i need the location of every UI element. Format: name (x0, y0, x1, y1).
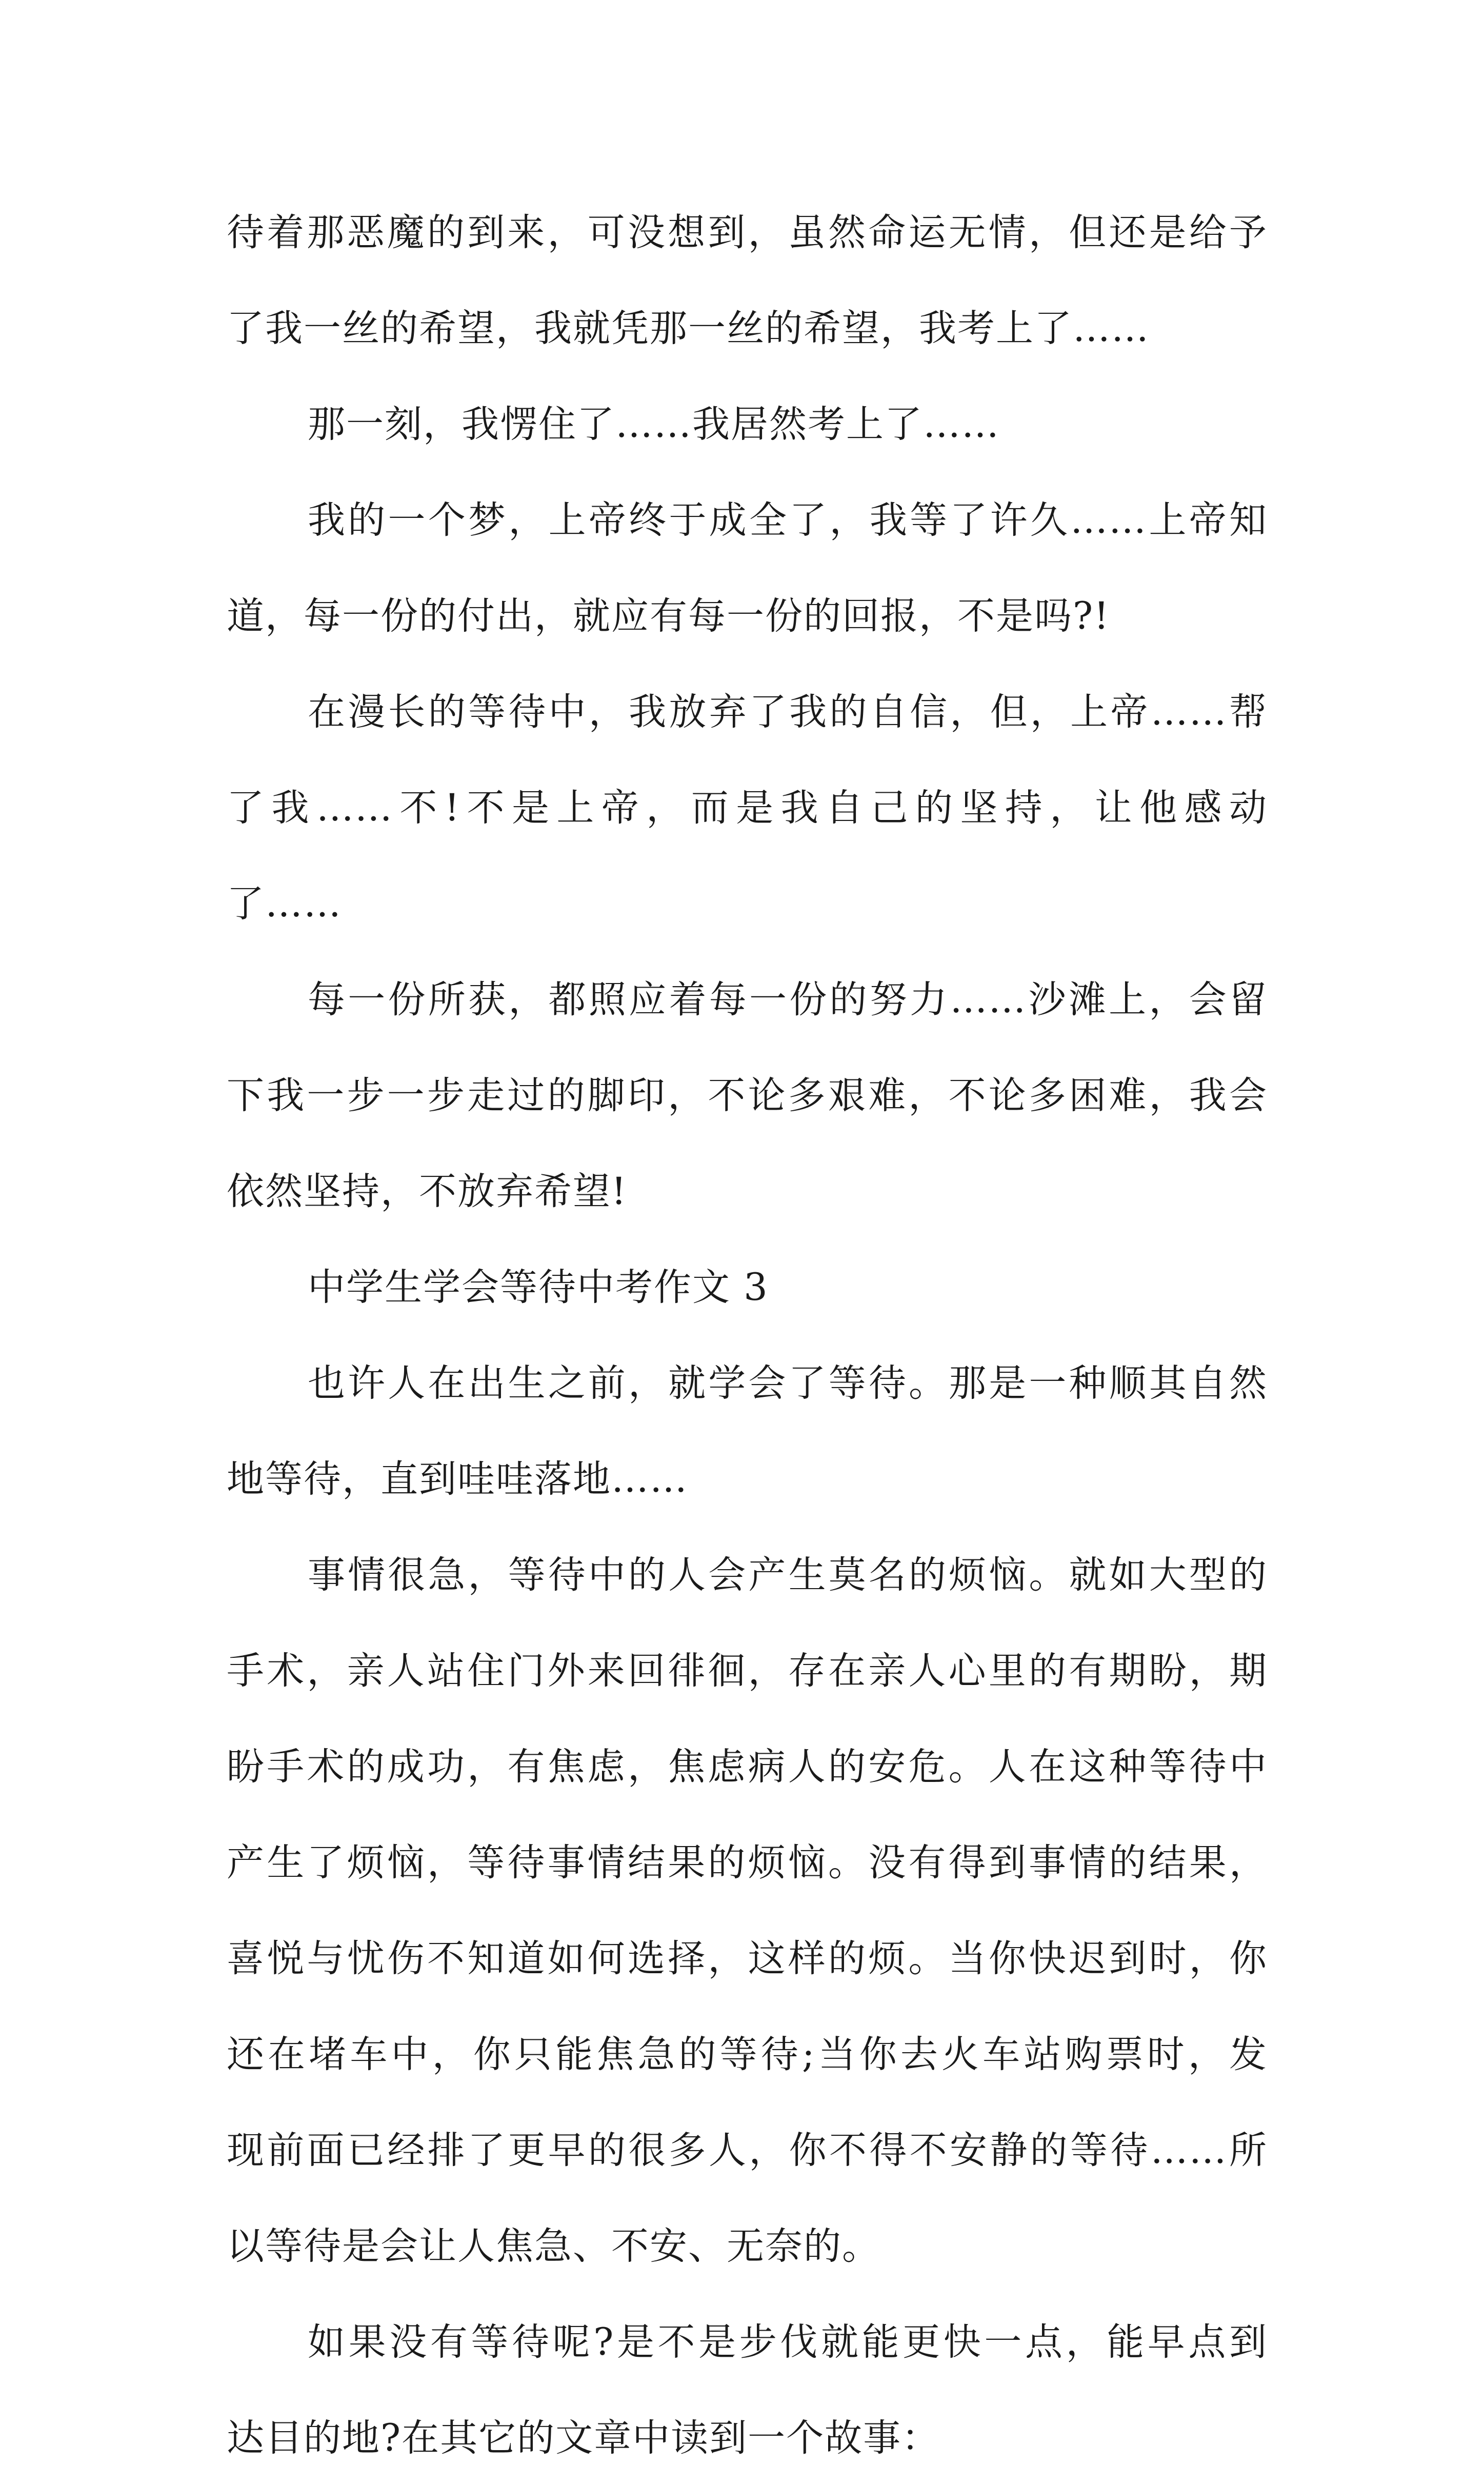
text-line: 了我一丝的希望，我就凭那一丝的希望，我考上了…… (227, 307, 1150, 350)
text-line: 喜悦与忧伤不知道如何选择，这样的烦。当你快迟到时，你 (227, 1937, 1268, 1980)
text-line: 了…… (227, 882, 342, 926)
text-line: 道，每一份的付出，就应有每一份的回报，不是吗?! (227, 594, 1110, 638)
text-line: 了我……不!不是上帝，而是我自己的坚持，让他感动 (227, 786, 1268, 830)
text-line: 现前面已经排了更早的很多人，你不得不安静的等待……所 (227, 2129, 1268, 2172)
text-line: 手术，亲人站住门外来回徘徊，存在亲人心里的有期盼，期 (227, 1649, 1268, 1693)
text-line: 每一份所获，都照应着每一份的努力……沙滩上，会留 (308, 978, 1268, 1021)
text-line: 在漫长的等待中，我放弃了我的自信，但，上帝……帮 (308, 690, 1268, 734)
text-line: 地等待，直到哇哇落地…… (227, 1457, 688, 1501)
text-line: 产生了烦恼，等待事情结果的烦恼。没有得到事情的结果， (227, 1841, 1268, 1884)
text-line: 如果没有等待呢?是不是步伐就能更快一点，能早点到 (308, 2320, 1268, 2364)
text-line: 以等待是会让人焦急、不安、无奈的。 (227, 2224, 880, 2268)
text-line: 我的一个梦，上帝终于成全了，我等了许久……上帝知 (308, 498, 1268, 542)
text-line: 盼手术的成功，有焦虑，焦虑病人的安危。人在这种等待中 (227, 1745, 1268, 1789)
text-line: 还在堵车中，你只能焦急的等待;当你去火车站购票时，发 (227, 2033, 1268, 2076)
text-line: 那一刻，我愣住了……我居然考上了…… (308, 403, 1000, 446)
document-body (227, 185, 1268, 2486)
text-line: 下我一步一步走过的脚印，不论多艰难，不论多困难，我会 (227, 1074, 1268, 1117)
text-line: 事情很急，等待中的人会产生莫名的烦恼。就如大型的 (308, 1553, 1268, 1597)
text-line: 依然坚持，不放弃希望! (227, 1170, 628, 1213)
section-heading: 中学生学会等待中考作文 3 (308, 1266, 769, 1309)
text-line: 也许人在出生之前，就学会了等待。那是一种顺其自然 (308, 1361, 1268, 1405)
text-line: 达目的地?在其它的文章中读到一个故事： (227, 2416, 940, 2460)
text-line: 待着那恶魔的到来，可没想到，虽然命运无情，但还是给予 (227, 211, 1268, 254)
